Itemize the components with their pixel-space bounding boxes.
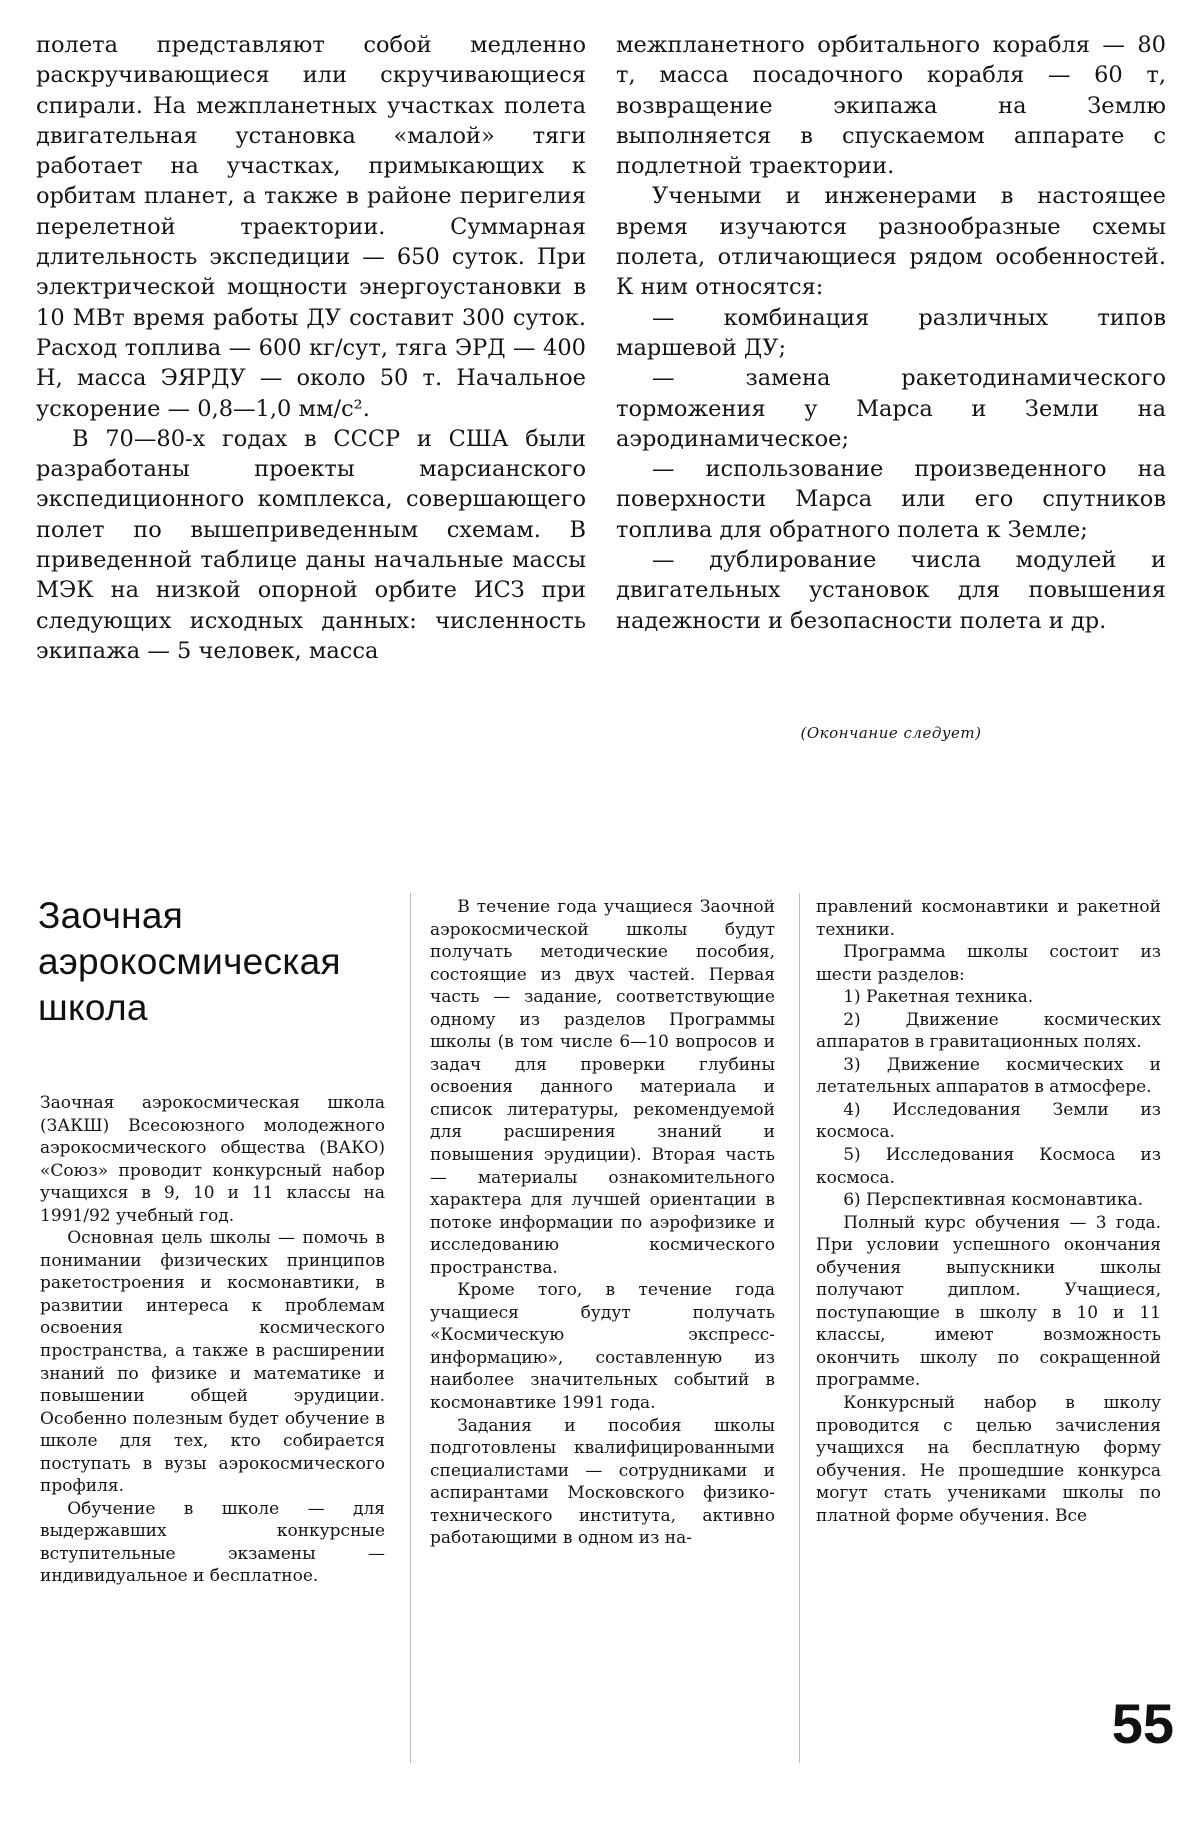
continuation-note: (Окончание следует) [800, 724, 982, 742]
paragraph: Задания и пособия школы подготовлены квалифицированными специалистами — сотрудниками и аспирантами Московского физико-технического института, активно работающими в одном из на- [430, 1415, 775, 1549]
top-article-right-column [616, 30, 1166, 636]
paragraph: полета представляют собой медленно раскручивающиеся или скручивающиеся спирали. На межпланетных участках полета двигательная установка «малой» тяги работает на участках, примыкающих к орбитам планет, а также в районе перигелия перелетной траектории. Суммарная длительность экспедиции — 650 суток. При электрической мощности энергоустановки в 10 МВт время работы ДУ составит 300 суток. Расход топлива — 600 кг/сут, тяга ЭРД — 400 Н, масса ЭЯРДУ — около 50 т. Начальное ускорение — 0,8—1,0 мм/с². [36, 32, 586, 422]
paragraph: правлений космонавтики и ракетной техники. [816, 897, 1161, 940]
page-number: 55 [1111, 1692, 1174, 1755]
list-item: 1) Ракетная техника. [843, 987, 1034, 1008]
paragraph: Кроме того, в течение года учащиеся будут получать «Космическую экспресс-информацию», составленную из наиболее значительных событий в космонавтике 1991 года. [430, 1280, 775, 1414]
column-divider [410, 893, 411, 1763]
paragraph: Учеными и инженерами в настоящее время изучаются разнообразные схемы полета, отличающиеся рядом особенностей. К ним относятся: [616, 183, 1166, 301]
list-item: 2) Движение космических аппаратов в гравитационных полях. [816, 1009, 1161, 1053]
paragraph: Полный курс обучения — 3 года. При условии успешного окончания обучения выпускники школы получают диплом. Учащиеся, поступающие в школу в 10 и 11 классы, имеют возможность окончить школу по сокращенной программе. [816, 1212, 1161, 1391]
school-article-column-2 [430, 896, 775, 1550]
paragraph: Обучение в школе — для выдержавших конкурсные вступительные экзамены — индивидуальное и бесплатное. [40, 1498, 385, 1587]
paragraph: В течение года учащиеся Заочной аэрокосмической школы будут получать методические пособия, состоящие из двух частей. Первая часть — задание, соответствующие одному из разделов Программы школы (в том числе 6—10 вопросов и задач для проверки глубины освоения данного материала и список литературы, рекомендуемой для расширения знаний и повышения эрудиции). Вторая часть — материалы ознакомительного характера для лучшей ориентации в потоке информации по аэрофизике и исследованию космического пространства. [430, 897, 775, 1278]
article-title: Заочная аэрокосмическая школа [38, 895, 341, 1028]
list-item: 3) Движение космических и летательных аппаратов в атмосфере. [816, 1054, 1161, 1098]
school-article-column-3 [816, 896, 1161, 1527]
column-divider [799, 893, 800, 1763]
list-item: 4) Исследования Земли из космоса. [816, 1099, 1161, 1143]
paragraph: межпланетного орбитального корабля — 80 т, масса посадочного корабля — 60 т, возвращение экипажа на Землю выполняется в спускаемом аппарате с подлетной траектории. [616, 32, 1166, 180]
list-item: — замена ракетодинамического торможения у Марса и Земли на аэродинамическое; [616, 365, 1166, 452]
school-article-column-1 [40, 1092, 385, 1588]
paragraph: В 70—80-х годах в СССР и США были разработаны проекты марсианского экспедиционного комплекса, совершающего полет по вышеприведенным схемам. В приведенной таблице даны начальные массы МЭК на низкой опорной орбите ИСЗ при следующих исходных данных: численность экипажа — 5 человек, масса [36, 425, 586, 664]
list-item: 5) Исследования Космоса из космоса. [816, 1145, 1161, 1188]
list-item: — использование произведенного на поверхности Марса или его спутников топлива для обратного полета к Земле; [616, 456, 1166, 543]
list-item: — комбинация различных типов маршевой ДУ; [616, 304, 1166, 361]
list-item: — дублирование числа модулей и двигательных установок для повышения надежности и безопасности полета и др. [616, 547, 1166, 634]
top-article-left-column [36, 30, 586, 666]
paragraph: Заочная аэрокосмическая школа (ЗАКШ) Всесоюзного молодежного аэрокосмического общества (ВАКО) «Союз» проводит конкурсный набор учащихся в 9, 10 и 11 классы на 1991/92 учебный год. [40, 1093, 385, 1226]
paragraph: Конкурсный набор в школу проводится с целью зачисления учащихся на бесплатную форму обучения. Не прошедшие конкурса могут стать учениками школы по платной форме обучения. Все [816, 1393, 1161, 1526]
list-item: 6) Перспективная космонавтика. [843, 1190, 1144, 1211]
paragraph: Программа школы состоит из шести разделов: [816, 942, 1161, 985]
paragraph: Основная цель школы — помочь в понимании физических принципов ракетостроения и космонавтики, в развитии интереса к проблемам освоения космического пространства, а также в расширении знаний по физике и математике и повышении общей эрудиции. Особенно полезным будет обучение в школе для тех, кто собирается поступать в вузы аэрокосмического профиля. [40, 1228, 385, 1497]
